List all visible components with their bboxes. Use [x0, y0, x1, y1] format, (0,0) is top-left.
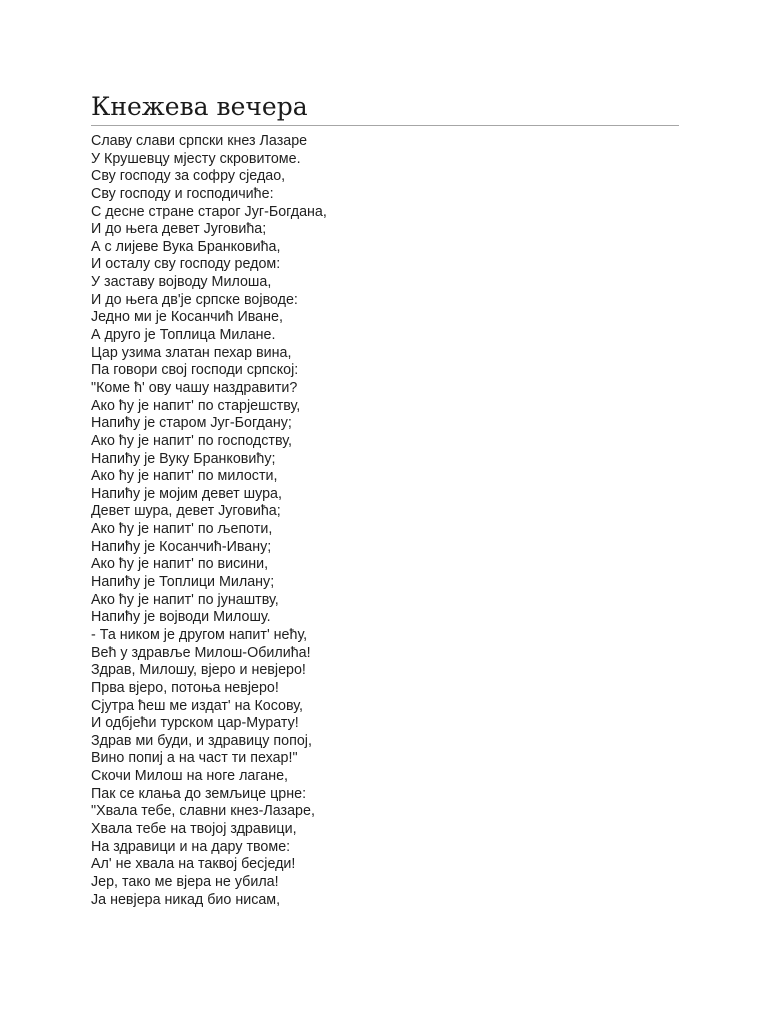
poem-line: Сву господу за софру сједао, — [91, 168, 286, 185]
poem-line: На здравици и на дару твоме: — [91, 838, 291, 855]
poem-line: Ако ћу је напит' по љепоти, — [91, 521, 273, 538]
poem-line: Напићу је војводи Милошу. — [91, 609, 271, 626]
poem-line: "Хвала тебе, славни кнез-Лазаре, — [91, 803, 315, 820]
poem-line: Вино попиј а на част ти пехар!" — [91, 750, 298, 767]
poem-line: И одбјећи турском цар-Мурату! — [91, 715, 299, 732]
poem-line: Већ у здравље Милош-Обилића! — [91, 644, 311, 661]
poem-line: У заставу војводу Милоша, — [91, 274, 272, 291]
poem-line: Напићу је мојим девет шура, — [91, 485, 282, 502]
poem-line: Једно ми је Косанчић Иване, — [91, 309, 283, 326]
poem-line: Прва вјеро, потоња невјеро! — [91, 679, 279, 696]
poem-line: Здрав ми буди, и здравицу попој, — [91, 732, 312, 749]
poem-line: Ја невјера никад био нисам, — [91, 891, 281, 908]
poem-line: Здрав, Милошу, вјеро и невјеро! — [91, 662, 306, 679]
poem-line: Напићу је старом Југ-Богдану; — [91, 415, 292, 432]
poem-line: Напићу је Косанчић-Ивану; — [91, 538, 272, 555]
poem-title: Кнежева вечера — [91, 92, 308, 121]
poem-line: У Крушевцу мјесту скровитоме. — [91, 150, 301, 167]
poem-line: Напићу је Вуку Бранковићу; — [91, 450, 276, 467]
poem-line: Ако ћу је напит' по господству, — [91, 432, 292, 449]
poem-line: Ако ћу је напит' по милости, — [91, 468, 278, 485]
poem-line: Па говори свој господи српској: — [91, 362, 299, 379]
poem-line: Хвала тебе на твојој здравици, — [91, 820, 297, 837]
poem-line: "Коме ћ' ову чашу наздравити? — [91, 379, 298, 396]
poem-line: И до њега девет Југовића; — [91, 221, 267, 238]
poem-line: Ако ћу је напит' по висини, — [91, 556, 269, 573]
poem-line: Скочи Милош на ноге лагане, — [91, 768, 289, 785]
poem-line: И до њега дв'је српске војводе: — [91, 291, 298, 308]
poem-line: С десне стране старог Југ-Богдана, — [91, 203, 327, 220]
poem-line: Девет шура, девет Југовића; — [91, 503, 281, 520]
poem-line: А с лијеве Вука Бранковића, — [91, 238, 281, 255]
poem-line: Пак се клања до земљице црне: — [91, 785, 307, 802]
poem-line: Јер, тако ме вјера не убила! — [91, 873, 279, 890]
poem-line: Сјутра ћеш ме издат' на Косову, — [91, 697, 303, 714]
poem-line: И осталу сву господу редом: — [91, 256, 281, 273]
poem-line: Ако ћу је напит' по јунаштву, — [91, 591, 279, 608]
poem-line: Цар узима златан пехар вина, — [91, 344, 292, 361]
title-underline — [91, 125, 679, 126]
poem-line: Ако ћу је напит' по старјешству, — [91, 397, 301, 414]
poem-line: Напићу је Топлици Милану; — [91, 574, 275, 591]
poem-line: - Та ником је другом напит' нећу, — [91, 626, 308, 643]
poem-line: Сву господу и господичиће: — [91, 185, 274, 202]
poem-body — [91, 133, 679, 909]
poem-line: Ал' не хвала на таквој бесједи! — [91, 856, 296, 873]
poem-line: Славу слави српски кнез Лазаре — [91, 133, 308, 149]
poem-line: А друго је Топлица Милане. — [91, 327, 276, 344]
